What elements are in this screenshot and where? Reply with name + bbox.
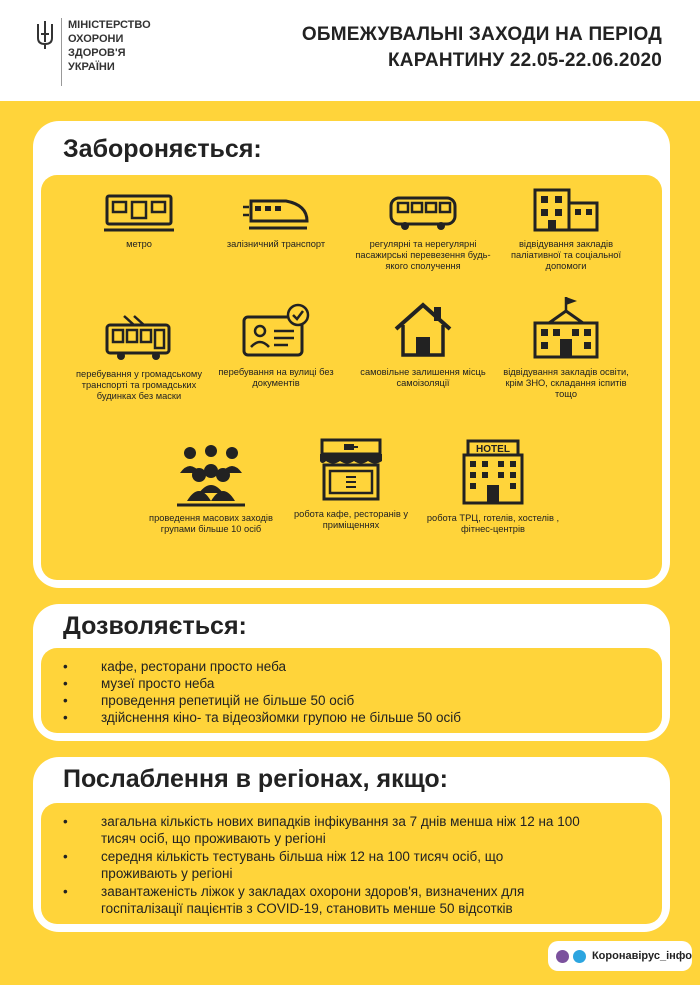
logo-divider (61, 18, 62, 86)
prohibited-heading: Забороняється: (63, 135, 262, 163)
trolleybus-icon (104, 315, 174, 363)
prohibited-item (353, 299, 493, 389)
prohibited-item-label: залізничний транспорт (226, 239, 326, 249)
cafe-icon (316, 437, 386, 503)
ministry-logo (35, 18, 151, 86)
prohibited-item (496, 295, 636, 400)
ministry-line: ЗДОРОВ'Я (68, 47, 126, 59)
prohibited-item-label: робота ТРЦ, готелів, хостелів , фітнес-центрів (426, 513, 560, 534)
list-item: • здійснення кіно- та відеозйомки групою не більше 50 осіб (63, 709, 461, 726)
ministry-line: ОХОРОНИ (68, 33, 124, 45)
school-icon (531, 295, 601, 361)
prohibited-item-label: метро (126, 239, 152, 249)
id-card-icon (240, 303, 312, 361)
prohibited-item (281, 437, 421, 531)
regions-card (33, 757, 670, 932)
footer-badge (548, 941, 692, 971)
ministry-line: МІНІСТЕРСТВО (68, 19, 151, 31)
prohibited-item-label: відвідування закладів освіти, крім ЗНО, складання іспитів тощо (503, 367, 629, 399)
prohibited-item (141, 443, 281, 535)
list-item: • середня кількість тестувань більша ніж 12 на 100 тисяч осіб, що проживають у регіоні (63, 848, 583, 882)
prohibited-item-label: регулярні та нерегулярні пасажирські перевезення будь-якого сполучення (355, 239, 491, 271)
footer-text: Коронавірус_інфо (591, 950, 692, 962)
prohibited-item (353, 193, 493, 272)
viber-icon (556, 950, 569, 963)
prohibited-item-label: робота кафе, ресторанів у приміщеннях (294, 509, 408, 530)
hotel-icon (458, 437, 528, 507)
building-icon (531, 187, 601, 233)
list-item: • загальна кількість нових випадків інфікування за 7 днів менша ніж 12 на 100 тисяч осіб, що проживають у регіоні (63, 813, 583, 847)
title-line: ОБМЕЖУВАЛЬНІ ЗАХОДИ НА ПЕРІОД (301, 24, 662, 45)
trident-icon (35, 20, 55, 50)
regions-list (63, 813, 583, 918)
hotel-sign-text: HOTEL (476, 444, 510, 455)
prohibited-item (206, 303, 346, 389)
page-title (302, 22, 662, 74)
ministry-name (68, 18, 151, 86)
prohibited-item (69, 315, 209, 402)
allowed-panel (41, 648, 662, 733)
speed-train-icon (241, 193, 311, 233)
list-item: • кафе, ресторани просто неба (63, 658, 461, 675)
prohibited-item-label: самовільне залишення місць самоізоляції (360, 367, 486, 388)
prohibited-card (33, 121, 670, 588)
crowd-icon (175, 443, 247, 507)
list-item: • проведення репетицій не більше 50 осіб (63, 692, 461, 709)
prohibited-item-label: відвідування закладів паліативної та соціальної допомоги (510, 239, 622, 271)
metro-train-icon (104, 193, 174, 233)
house-icon (392, 299, 454, 361)
header (0, 0, 700, 101)
telegram-icon (573, 950, 586, 963)
prohibited-item (496, 187, 636, 272)
prohibited-item (423, 437, 563, 535)
title-line: КАРАНТИНУ 22.05-22.06.2020 (387, 50, 662, 71)
regions-panel (41, 803, 662, 924)
allowed-list (63, 658, 461, 726)
prohibited-item (206, 193, 346, 250)
allowed-card (33, 604, 670, 741)
prohibited-panel (41, 175, 662, 580)
prohibited-item-label: перебування у громадському транспорті та громадських будинках без маски (75, 369, 203, 401)
list-item: • завантаженість ліжок у закладах охорони здоров'я, визначених для госпіталізації пацієнтів з COVID-19, становить менше 50 відсотків (63, 883, 583, 917)
prohibited-item-label: проведення масових заходів групами більше 10 осіб (149, 513, 273, 534)
list-item: • музеї просто неба (63, 675, 461, 692)
allowed-heading: Дозволяється: (63, 612, 247, 640)
prohibited-item-label: перебування на вулиці без документів (218, 367, 334, 388)
bus-icon (388, 193, 458, 233)
prohibited-item (69, 193, 209, 250)
regions-heading: Послаблення в регіонах, якщо: (63, 765, 448, 793)
ministry-line: УКРАЇНИ (68, 61, 115, 73)
